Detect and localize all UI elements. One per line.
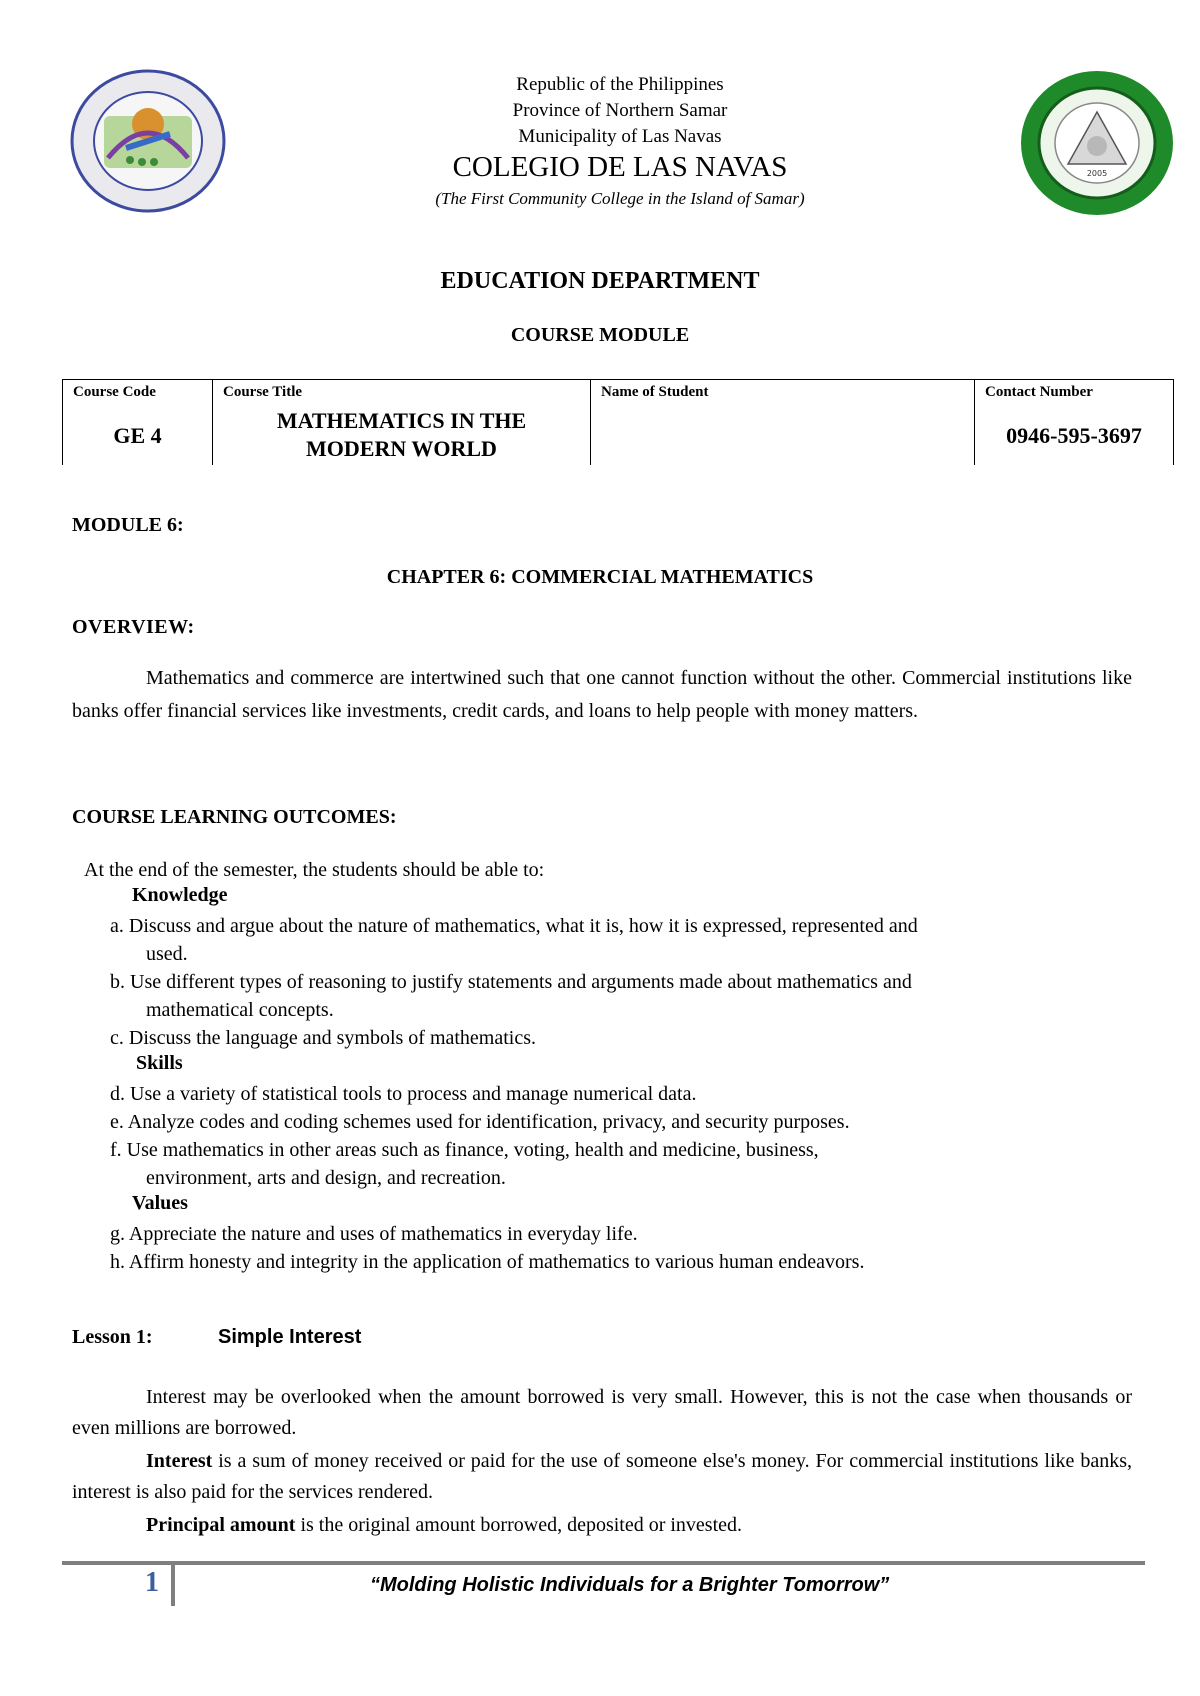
principal-term: Principal amount <box>146 1514 296 1536</box>
header-province: Province of Northern Samar <box>512 100 728 121</box>
course-code-label: Course Code <box>73 384 156 400</box>
interest-term: Interest <box>146 1450 213 1472</box>
interest-definition: is a sum of money received or paid for the use of someone else's money. For commercial institutions like banks, interest is also paid for the services rendered. <box>72 1450 1132 1503</box>
page-number: 1 <box>145 1567 159 1598</box>
lesson-p1-text: Interest may be overlooked when the amount borrowed is very small. However, this is not the case when thousands or even millions are borrowed. <box>72 1386 1132 1439</box>
lesson-paragraph-3 <box>72 1510 1132 1541</box>
overview-text: Mathematics and commerce are intertwined such that one cannot function without the other. Commercial institutions like banks offer financial services like investments, credit cards, and loans to help people with money matters. <box>72 667 1132 722</box>
course-info-table <box>62 379 1174 465</box>
module-label: MODULE 6: <box>72 514 184 536</box>
outcome-d: d. Use a variety of statistical tools to process and manage numerical data. <box>110 1083 697 1105</box>
outcome-h: h. Affirm honesty and integrity in the application of mathematics to various human endeavors. <box>110 1251 865 1273</box>
college-tagline: (The First Community College in the Island of Samar) <box>435 189 805 208</box>
contact-number-label: Contact Number <box>985 384 1093 400</box>
principal-definition: is the original amount borrowed, deposited or invested. <box>295 1514 743 1536</box>
outcome-f-cont: environment, arts and design, and recreation. <box>146 1167 506 1189</box>
footer-divider <box>62 1561 1145 1565</box>
student-name-label: Name of Student <box>601 384 709 400</box>
course-title-line2: MODERN WORLD <box>306 436 497 461</box>
outcome-g: g. Appreciate the nature and uses of mathematics in everyday life. <box>110 1223 638 1245</box>
header-republic: Republic of the Philippines <box>516 74 724 95</box>
lesson-label: Lesson 1: <box>72 1326 153 1348</box>
outcome-a-cont: used. <box>146 943 188 965</box>
overview-paragraph <box>72 662 1132 728</box>
outcome-b-cont: mathematical concepts. <box>146 999 334 1021</box>
outcomes-intro: At the end of the semester, the students should be able to: <box>84 859 545 881</box>
chapter-title: CHAPTER 6: COMMERCIAL MATHEMATICS <box>386 566 814 588</box>
college-seal-logo <box>1018 68 1176 218</box>
municipality-seal-logo <box>68 68 228 214</box>
course-title-cell <box>212 380 590 465</box>
outcome-f: f. Use mathematics in other areas such as finance, voting, health and medicine, business, <box>110 1139 819 1161</box>
lesson-paragraph-2 <box>72 1446 1132 1508</box>
svg-text:2005: 2005 <box>1086 169 1108 178</box>
department-title: EDUCATION DEPARTMENT <box>440 268 760 294</box>
course-title-line1: MATHEMATICS IN THE <box>276 408 527 433</box>
outcome-b: b. Use different types of reasoning to justify statements and arguments made about mathematics and <box>110 971 912 993</box>
contact-number-cell <box>974 380 1174 465</box>
outcomes-heading: COURSE LEARNING OUTCOMES: <box>72 806 397 828</box>
outcome-e: e. Analyze codes and coding schemes used for identification, privacy, and security purposes. <box>110 1111 850 1133</box>
outcome-a: a. Discuss and argue about the nature of mathematics, what it is, how it is expressed, represented and <box>110 915 918 937</box>
module-type: COURSE MODULE <box>510 324 690 346</box>
college-name: COLEGIO DE LAS NAVAS <box>452 151 788 183</box>
overview-heading: OVERVIEW: <box>72 616 195 638</box>
student-name-cell <box>590 380 974 465</box>
lesson-paragraph-1 <box>72 1382 1132 1444</box>
course-code-value: GE 4 <box>113 423 162 448</box>
lesson-title: Simple Interest <box>218 1326 362 1348</box>
footer-motto: “Molding Holistic Individuals for a Brighter Tomorrow” <box>370 1574 890 1596</box>
outcome-c: c. Discuss the language and symbols of mathematics. <box>110 1027 537 1049</box>
footer-page-separator <box>171 1563 175 1606</box>
skills-label: Skills <box>136 1052 183 1074</box>
knowledge-label: Knowledge <box>132 884 228 906</box>
contact-number-value: 0946-595-3697 <box>1006 423 1142 448</box>
values-label: Values <box>132 1192 188 1214</box>
header-municipality: Municipality of Las Navas <box>518 126 722 147</box>
course-code-cell <box>62 380 212 465</box>
course-title-label: Course Title <box>223 384 303 400</box>
